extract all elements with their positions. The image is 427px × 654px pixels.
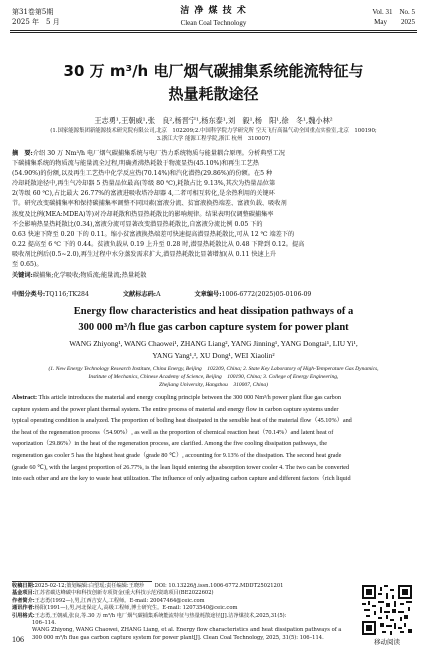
abstract-cn-line: 不会影响热显热耗散比(0.34),富液分流可显著改变潜显热耗散比,自富液分流比例 0.05 下的 bbox=[12, 220, 263, 228]
abstract-cn-line: 0.22 提高至 6 ℃ 下的 0.44。贫液负载从 0.19 上升至 0.28 时,潜显热耗散比从 0.48 下降到 0.12。提高 bbox=[12, 240, 305, 248]
affiliation-en-line2: Institute of Mechanics, Chinese Academy of Science, Beijing 100190, China; 3. College of Energy Engineering, bbox=[88, 374, 339, 380]
abstract-cn-line: 0.63 快速下降至 0.20 下的 0.11。缩小贫富液换热端差可快速提高潜显热耗散比,可从 12 ℃ 端差下的 bbox=[12, 230, 295, 238]
abstract-en-line: the heat of the regeneration process（54.90%）, as well as the proportion of chemical reaction heat（70.14%）and latent heat of bbox=[12, 428, 334, 436]
title-cn-line2: 热量耗散途径 bbox=[168, 85, 259, 103]
abstract-en bbox=[12, 392, 415, 485]
journal-name-en: Clean Coal Technology bbox=[180, 19, 247, 27]
article-no-value: 1006-6772(2025)05-0106-09 bbox=[221, 291, 312, 298]
affiliation-cn-line1: (1.国家能源集团新能源技术研究院有限公司,北京 102209;2.中国科学院力学研究所 空天飞行高温气动全国重点实验室,北京 100190; bbox=[50, 128, 377, 134]
date-en: May 2025 bbox=[374, 18, 415, 26]
abstract-en-line: vaporization（29.86%）in the heat of the regeneration process, are clarified. Among the five cooling dissipation pathways, the bbox=[12, 440, 327, 448]
footnote-citation: 引用格式:王志勇,王朝威,张良,等.30 万 m³/h 电厂烟气碳捕集系统能流特征与热量耗散途径[J].洁净煤技术,2025,31(5): bbox=[12, 612, 287, 619]
footnote-author-bio: 作者简介:王志勇(1992—),男,江西吉安人,工程师。E-mail: 20047464@ceic.com bbox=[12, 597, 205, 604]
header-rule-2 bbox=[10, 32, 417, 33]
keywords-cn-label: 关键词: bbox=[12, 272, 33, 280]
abstract-en-line: capture system and the power plant thermal system. The entire process of material and energy flow in carbon capture systems under bbox=[12, 405, 339, 413]
title-en-line1: Energy flow characteristics and heat dissipation pathways of a bbox=[73, 306, 354, 317]
abstract-cn-line: 至 0.65)。 bbox=[12, 261, 43, 269]
footnote-rule bbox=[12, 581, 152, 582]
abstract-cn-line: (54.90%)的份额,以及再生工艺热中化学反应热(70.14%)和汽化潜热(29.86%)的份额。在5 种 bbox=[12, 170, 273, 178]
title-cn-line1: 30 万 m³/h 电厂烟气碳捕集系统能流特征与 bbox=[63, 62, 364, 80]
footnote-citation-en: WANG Zhiyong, WANG Chaowei, ZHANG Liang, et al. Energy flow characteristics and heat dissipation pathways of a bbox=[32, 627, 342, 634]
header-right bbox=[372, 7, 415, 27]
abstract-cn-line: 浓度及比例(MEA:MDEA)等)对冷却耗散和热显热耗散比的影响规律。结果表明仅调整碳捕集率 bbox=[12, 210, 274, 218]
footnotes bbox=[12, 583, 342, 642]
qr-code-icon[interactable] bbox=[362, 585, 412, 635]
abstract-en-line: regeneration gas cooler 5 has the highest heat grade（grade 80 ℃）, accounting for 9.13% of the dissipation. The second heat grade bbox=[12, 451, 342, 459]
abstract-cn-line: 吸收剂比例后(0.5~2.0),再生过程中水分蒸发需求扩大,潜显热耗散比显著增加(从 0.11 快速上升 bbox=[12, 250, 277, 258]
abstract-en-line: typical operating condition is analyzed. The proportion of boiling heat dissipated in the sensible heat of the material flow（45.10%）and bbox=[12, 417, 352, 425]
date-cn: 2025 年 5 月 bbox=[12, 18, 60, 26]
article-no-label: 文章编号: bbox=[194, 291, 222, 298]
volume-en: Vol. 31 No. 5 bbox=[372, 8, 415, 16]
volume-cn: 第31卷第5期 bbox=[12, 8, 54, 16]
authors-en-line2: YANG Yang¹,³, XU Dong¹, WEI Xiaolin² bbox=[152, 351, 275, 360]
affiliation-en-line1: (1. New Energy Technology Research Institute, China Energy, Beijing 102209, China; 2. State Key Laboratory of High-Temperature Gas Dynamics, bbox=[48, 366, 379, 372]
abstract-cn-label: 摘 要: bbox=[12, 150, 33, 157]
abstract-cn-line: 介绍 30 万 Nm³/h 电厂烟气碳捕集系统与电厂热力系统物质与能量耦合原理。分析典型工况 bbox=[32, 150, 285, 157]
abstract-en-line: This article introduces the material and energy coupling principle between the 300 000 Nm³/h power plant flue gas carbon bbox=[38, 394, 341, 401]
page-number: 106 bbox=[12, 635, 24, 644]
affiliation-cn-line2: 3.浙江大学 能源工程学院,浙江 杭州 310007) bbox=[156, 136, 271, 142]
title-en-line2: 300 000 m³/h flue gas carbon capture system for power plant bbox=[78, 322, 349, 333]
abstract-cn-line: 下碳捕集系统的物质流与能量流全过程,明确煮沸热耗散于物流显热(45.10%)和再生工艺热 bbox=[12, 160, 259, 168]
footnote-corresponding: 通讯作者:杨阳(1991—),男,河北保定人,高级工程师,博士研究生。E-mail: 12073540@ceic.com bbox=[12, 605, 238, 612]
footnote-citation-cont: 106–114. bbox=[32, 620, 57, 627]
authors-cn: 王志勇¹,王朝威¹,张 良²,杨晋宁¹,杨东泰¹,刘 毅¹,杨 阳¹,徐 冬¹,魏小林² bbox=[94, 116, 333, 125]
abstract-cn-line: 2(等级 60 ℃),占比最大 26.77%的富液进吸收塔冷却器 4,二者可相互转化,是余热利用的关键环 bbox=[12, 190, 275, 198]
abstract-en-line: (grade 60 ℃), with the largest proportion of 26.77%, is the lean liquid entering the absorption tower cooler 4. The two can be converted bbox=[12, 463, 350, 471]
abstract-cn-line: 冷却耗散途径中,再生气冷却器 5 热量品位最高(等级 80 ℃),耗散占比 9.13%,其次为热量品位第 bbox=[12, 180, 276, 188]
doc-code-label: 文献标志码: bbox=[122, 291, 157, 298]
authors-en-line1: WANG Zhiyong¹, WANG Chaowei¹, ZHANG Liang², YANG Jinning¹, YANG Dongtai¹, LIU Yi¹, bbox=[69, 339, 358, 348]
abstract-en-line: into each other and are the key to waste heat utilization. The influence of only adjusting carbon capture and different factors（rich liquid bbox=[12, 475, 351, 483]
mobile-reading-label: 移动阅读 bbox=[374, 638, 400, 646]
affiliation-en-line3: Zhejiang University, Hangzhou 310007, China) bbox=[159, 382, 268, 388]
keywords-cn: 碳捕集;化学吸收;物质流;能量流;热量耗散 bbox=[32, 272, 147, 280]
footnote-citation-en-cont: 300 000 m³/h flue gas carbon capture system for power plant[J]. Clean Coal Technology, 2025, 31(5): 106–114. bbox=[32, 634, 324, 641]
abstract-cn-line: 节。研究改变碳捕集率和保持碳捕集率调整不同因素(富液分流、贫富液换热端差、富液负载、吸收剂 bbox=[12, 200, 287, 208]
abstract-cn bbox=[12, 149, 415, 281]
header-rule bbox=[10, 30, 417, 31]
classification-line bbox=[12, 290, 415, 299]
footnote-funding: 基金项目:江苏省碳达峰碳中和科技创新专项资金(重大科技示范)资助项目(BE2022602) bbox=[12, 590, 214, 597]
journal-name-cn: 洁 净 煤 技 术 bbox=[180, 6, 247, 16]
footnote-received: 收稿日期:2025-02-12;策划编辑:白望瑶;责任编辑:王晓珍 DOI: 10.13226/j.issn.1006-6772.MDDT25021201 bbox=[12, 583, 284, 589]
abstract-en-label: Abstract: bbox=[12, 394, 38, 401]
clc-value: TQ116;TK284 bbox=[45, 291, 89, 298]
clc-label: 中图分类号: bbox=[12, 291, 46, 298]
doc-code-value: A bbox=[156, 291, 161, 298]
